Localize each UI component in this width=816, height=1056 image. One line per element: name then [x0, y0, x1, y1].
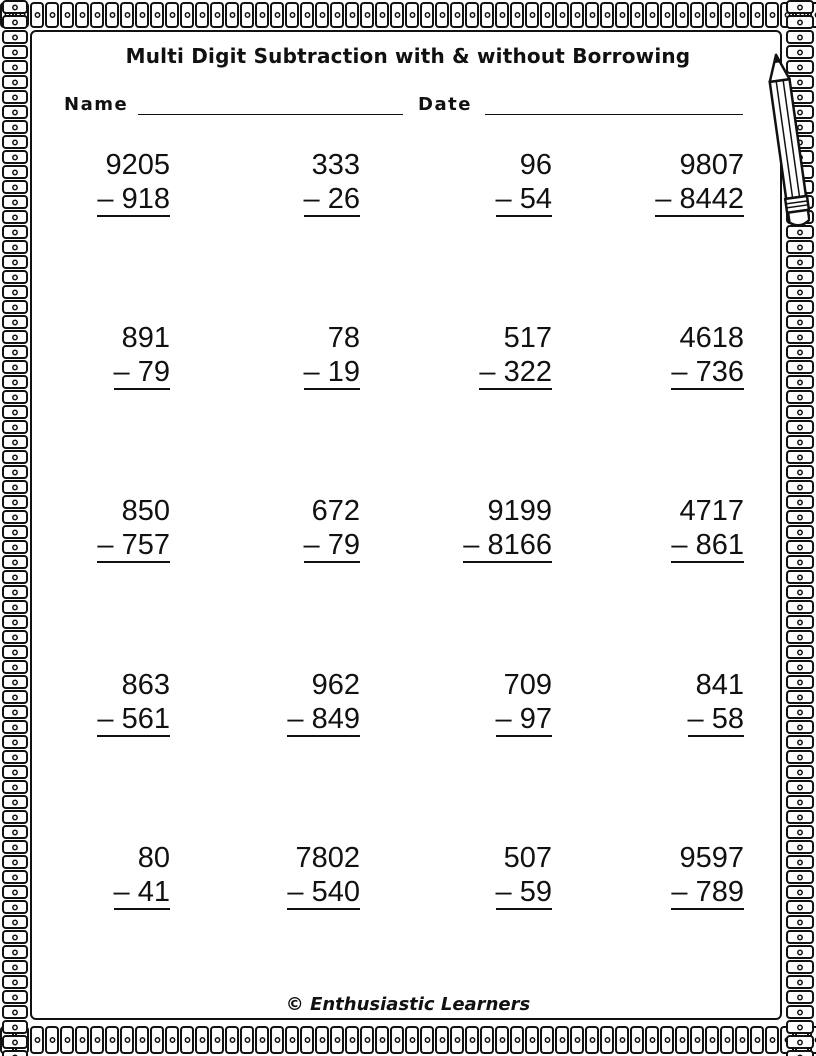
subtraction-problem — [50, 841, 170, 910]
subtraction-problem — [240, 148, 360, 217]
date-label: Date — [418, 94, 472, 115]
subtraction-problem — [432, 494, 552, 563]
worksheet-title: Multi Digit Subtraction with & without Borrowing — [125, 44, 691, 68]
minuend: 517 — [503, 322, 552, 354]
subtraction-problem — [432, 841, 552, 910]
subtrahend: – 849 — [287, 703, 360, 735]
subtrahend: – 59 — [495, 876, 552, 908]
subtraction-problem — [50, 148, 170, 217]
subtrahend: – 79 — [113, 356, 170, 388]
minuend: 4717 — [679, 495, 744, 527]
copyright-footer: © Enthusiastic Learners — [285, 994, 531, 1015]
minuend: 9807 — [679, 149, 744, 181]
subtrahend: – 561 — [97, 703, 170, 735]
minuend: 9597 — [679, 842, 744, 874]
subtrahend: – 41 — [113, 876, 170, 908]
border-bottom — [0, 1024, 816, 1056]
minuend: 863 — [121, 669, 170, 701]
subtrahend: – 79 — [303, 529, 360, 561]
minuend: 96 — [519, 149, 552, 181]
subtrahend: – 789 — [671, 876, 744, 908]
subtrahend: – 97 — [495, 703, 552, 735]
minuend: 9199 — [487, 495, 552, 527]
subtrahend: – 757 — [97, 529, 170, 561]
subtraction-problem — [50, 321, 170, 390]
minuend: 9205 — [105, 149, 170, 181]
minuend: 7802 — [295, 842, 360, 874]
subtrahend: – 58 — [687, 703, 744, 735]
minuend: 4618 — [679, 322, 744, 354]
subtraction-problem — [624, 841, 744, 910]
subtraction-problem — [240, 668, 360, 737]
subtraction-problem — [624, 668, 744, 737]
minuend: 962 — [311, 669, 360, 701]
subtrahend: – 861 — [671, 529, 744, 561]
minuend: 507 — [503, 842, 552, 874]
subtraction-problem — [50, 668, 170, 737]
subtraction-problem — [240, 494, 360, 563]
date-line[interactable] — [485, 114, 743, 115]
subtraction-problem — [624, 321, 744, 390]
minuend: 80 — [137, 842, 170, 874]
subtraction-problem — [624, 148, 744, 217]
subtrahend: – 8442 — [655, 183, 744, 215]
subtrahend: – 540 — [287, 876, 360, 908]
minuend: 891 — [121, 322, 170, 354]
subtraction-problem — [432, 321, 552, 390]
subtraction-problem — [240, 841, 360, 910]
subtraction-problem — [432, 148, 552, 217]
subtraction-problem — [240, 321, 360, 390]
subtrahend: – 8166 — [463, 529, 552, 561]
name-label: Name — [64, 94, 129, 115]
subtraction-problem — [432, 668, 552, 737]
subtrahend: – 54 — [495, 183, 552, 215]
minuend: 672 — [311, 495, 360, 527]
border-top — [0, 0, 816, 30]
subtrahend: – 322 — [479, 356, 552, 388]
minuend: 78 — [327, 322, 360, 354]
subtrahend: – 918 — [97, 183, 170, 215]
subtrahend: – 26 — [303, 183, 360, 215]
subtraction-problem — [50, 494, 170, 563]
border-left — [0, 0, 30, 1056]
pencil-icon — [766, 50, 810, 230]
minuend: 850 — [121, 495, 170, 527]
minuend: 841 — [695, 669, 744, 701]
subtraction-problem — [624, 494, 744, 563]
subtrahend: – 19 — [303, 356, 360, 388]
name-line[interactable] — [138, 114, 403, 115]
minuend: 333 — [311, 149, 360, 181]
minuend: 709 — [503, 669, 552, 701]
subtrahend: – 736 — [671, 356, 744, 388]
